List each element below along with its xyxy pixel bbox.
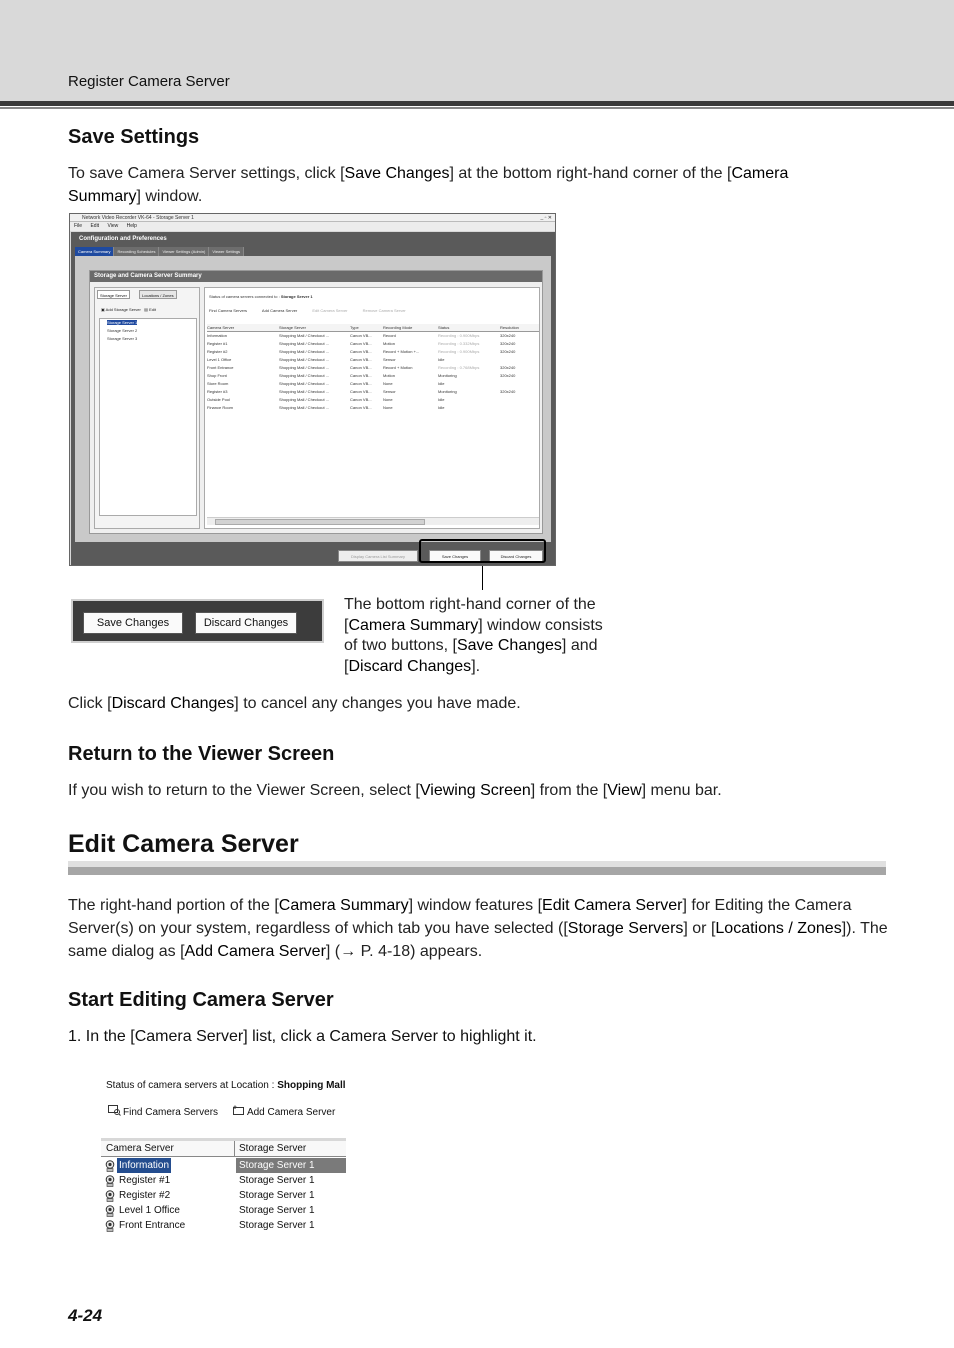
callout-line bbox=[482, 566, 483, 590]
storage-actions: ▣ Add Storage Server ▤ Edit bbox=[101, 307, 156, 312]
header-section-title: Register Camera Server bbox=[68, 73, 230, 90]
camera-list-pane bbox=[204, 287, 540, 529]
add-storage-icon: ▣ bbox=[101, 307, 105, 312]
table-body bbox=[207, 332, 539, 412]
tree-item: Storage Server 2 bbox=[107, 328, 138, 333]
table-row[interactable] bbox=[101, 1173, 346, 1188]
save-changes-button[interactable]: Save Changes bbox=[83, 612, 183, 634]
tab-storage-server: Storage Server bbox=[97, 290, 130, 299]
add-camera-server-action: Add Camera Server bbox=[246, 1107, 336, 1118]
find-icon bbox=[108, 1105, 121, 1116]
save-settings-heading: Save Settings bbox=[68, 126, 200, 148]
camera-list-screenshot bbox=[101, 1074, 346, 1234]
camera-summary-screenshot bbox=[69, 213, 556, 566]
col-storage-server: Storage Server bbox=[239, 1143, 307, 1154]
tab-viewer-settings-admin: Viewer Settings (Admin) bbox=[159, 247, 209, 256]
find-camera-servers-action: Find Camera Servers bbox=[123, 1107, 219, 1118]
table-row: Register #2 Shopping Mall / Checkout ... Canon VB... Record + Motion +... Recording : 0.900Mbps 320x240 bbox=[207, 349, 516, 354]
camera-server-name: Register #2 bbox=[119, 1190, 171, 1201]
table-row: Finance Room Shopping Mall / Checkout ... Canon VB... None Idle bbox=[207, 405, 445, 410]
col-camera-server: Camera Server bbox=[106, 1143, 174, 1154]
status-line: Status of camera servers at Location : Shopping Mall bbox=[106, 1080, 346, 1091]
table-row: Store Room Shopping Mall / Checkout ... Canon VB... None Idle bbox=[207, 381, 445, 386]
tab-recording-schedules: Recording Schedules bbox=[114, 247, 159, 256]
table-row[interactable] bbox=[101, 1203, 346, 1218]
buttons-closeup bbox=[73, 601, 322, 641]
camera-server-name: Information bbox=[119, 1160, 170, 1171]
display-camera-list-summary-button: Display Camera List Summary bbox=[338, 550, 418, 562]
table-row: Outside Pool Shopping Mall / Checkout ... Canon VB... None Idle bbox=[207, 397, 445, 402]
storage-tree-pane bbox=[94, 287, 200, 529]
save-changes-button: Save Changes bbox=[429, 550, 481, 562]
return-viewer-paragraph: If you wish to return to the Viewer Screen, select [Viewing Screen] from the [View] menu bar. bbox=[68, 782, 722, 799]
discard-changes-button[interactable]: Discard Changes bbox=[195, 612, 297, 634]
save-settings-paragraph: To save Camera Server settings, click [Save Changes] at the bottom right-hand corner of the [Camera Summary] window. bbox=[68, 165, 789, 205]
table-row: Information Shopping Mall / Checkout ... Canon VB... Record Recording : 0.900Mbps 320x240 bbox=[207, 333, 516, 338]
camera-server-name: Register #1 bbox=[119, 1175, 171, 1186]
table-row[interactable] bbox=[101, 1188, 346, 1203]
menu-file: File bbox=[74, 223, 83, 229]
add-camera-icon bbox=[232, 1105, 245, 1116]
table-row: Register #3 Shopping Mall / Checkout ... Canon VB... Sensor Monitoring 320x240 bbox=[207, 389, 516, 394]
table-header: Camera Server Storage Server Type Recording Mode Status Resolution bbox=[207, 324, 539, 332]
camera-icon bbox=[104, 1160, 116, 1172]
table-row[interactable] bbox=[101, 1218, 346, 1233]
menu-bar bbox=[70, 222, 555, 231]
start-editing-heading: Start Editing Camera Server bbox=[68, 989, 334, 1011]
tab-camera-summary: Camera Summary bbox=[75, 247, 114, 256]
tree-item: Storage Server 1 bbox=[107, 320, 138, 325]
step-1: 1. In the [Camera Server] list, click a Camera Server to highlight it. bbox=[68, 1028, 537, 1045]
discard-changes-button: Discard Changes bbox=[489, 550, 543, 562]
storage-server-name: Storage Server 1 bbox=[239, 1220, 315, 1231]
tab-content bbox=[75, 256, 551, 542]
tree-item: Storage Server 3 bbox=[107, 336, 138, 341]
scrollbar-thumb bbox=[215, 519, 425, 525]
header-rule bbox=[0, 101, 954, 106]
horizontal-scrollbar bbox=[207, 517, 539, 525]
menu-edit: Edit bbox=[90, 223, 100, 229]
camera-icon bbox=[104, 1175, 116, 1187]
config-tabs bbox=[75, 247, 244, 256]
storage-server-name: Storage Server 1 bbox=[236, 1158, 346, 1173]
menu-help: Help bbox=[126, 223, 137, 229]
tab-locations-zones: Locations / Zones bbox=[139, 290, 177, 299]
edit-camera-server-action: Edit Camera Server bbox=[312, 308, 348, 313]
page-number: 4-24 bbox=[68, 1306, 103, 1325]
closeup-caption: The bottom right-hand corner of the [Camera Summary] window consists of two buttons, [Save Changes] and [Discard Changes]. bbox=[344, 596, 603, 675]
status-line: Status of camera servers connected to : Storage Server 1 bbox=[209, 294, 313, 299]
window-controls: _ ▫ ✕ bbox=[540, 215, 552, 221]
table-row: Level 1 Office Shopping Mall / Checkout ... Canon VB... Sensor Idle bbox=[207, 357, 445, 362]
edit-camera-paragraph: The right-hand portion of the [Camera Summary] window features [Edit Camera Server] for Editing the Camera Server(s) on your system, regardless of which tab you have selected ([Storage Servers] or [Locations / Zones]). The same dialog as [Add Camera Server] (→ P. 4-18) appears. bbox=[68, 897, 888, 960]
edit-icon: ▤ bbox=[144, 307, 148, 312]
camera-icon bbox=[104, 1190, 116, 1202]
table-row[interactable] bbox=[101, 1158, 346, 1173]
window-title: Network Video Recorder VK-64 - Storage Server 1 bbox=[70, 214, 555, 222]
summary-panel bbox=[89, 270, 543, 534]
remove-camera-server-action: Remove Camera Server bbox=[362, 308, 406, 313]
config-title: Configuration and Preferences bbox=[79, 236, 167, 242]
camera-server-name: Front Entrance bbox=[119, 1220, 186, 1231]
menu-view: View bbox=[107, 223, 119, 229]
add-camera-server-action: Add Camera Server bbox=[261, 308, 298, 313]
table-row: Front Entrance Shopping Mall / Checkout ... Canon VB... Record + Motion Recording : 0.768Mbps 320x240 bbox=[207, 365, 516, 370]
buttons-highlight-box bbox=[419, 539, 546, 563]
camera-actions bbox=[108, 1105, 335, 1118]
camera-icon bbox=[104, 1220, 116, 1232]
camera-actions bbox=[209, 308, 420, 313]
find-camera-servers-action: Find Camera Servers bbox=[209, 308, 248, 313]
return-viewer-heading: Return to the Viewer Screen bbox=[68, 743, 335, 765]
storage-server-name: Storage Server 1 bbox=[239, 1205, 315, 1216]
storage-tree bbox=[99, 318, 197, 516]
storage-server-name: Storage Server 1 bbox=[239, 1190, 315, 1201]
camera-table bbox=[207, 324, 539, 412]
table-header bbox=[101, 1141, 346, 1157]
summary-panel-title: Storage and Camera Server Summary bbox=[90, 271, 542, 282]
page-header bbox=[0, 0, 954, 101]
camera-server-name: Level 1 Office bbox=[119, 1205, 180, 1216]
discard-note: Click [Discard Changes] to cancel any changes you have made. bbox=[68, 695, 521, 712]
storage-server-name: Storage Server 1 bbox=[239, 1175, 315, 1186]
heading-rule bbox=[68, 861, 886, 876]
camera-icon bbox=[104, 1205, 116, 1217]
tab-viewer-settings: Viewer Settings bbox=[209, 247, 244, 256]
table-row: Shop Front Shopping Mall / Checkout ... Canon VB... Motion Monitoring 320x240 bbox=[207, 373, 516, 378]
table-row: Register #1 Shopping Mall / Checkout ... Canon VB... Motion Recording : 0.332Mbps 320x240 bbox=[207, 341, 516, 346]
header-rule-thin bbox=[0, 107, 954, 109]
window-body bbox=[71, 232, 555, 566]
edit-camera-heading: Edit Camera Server bbox=[68, 830, 299, 858]
